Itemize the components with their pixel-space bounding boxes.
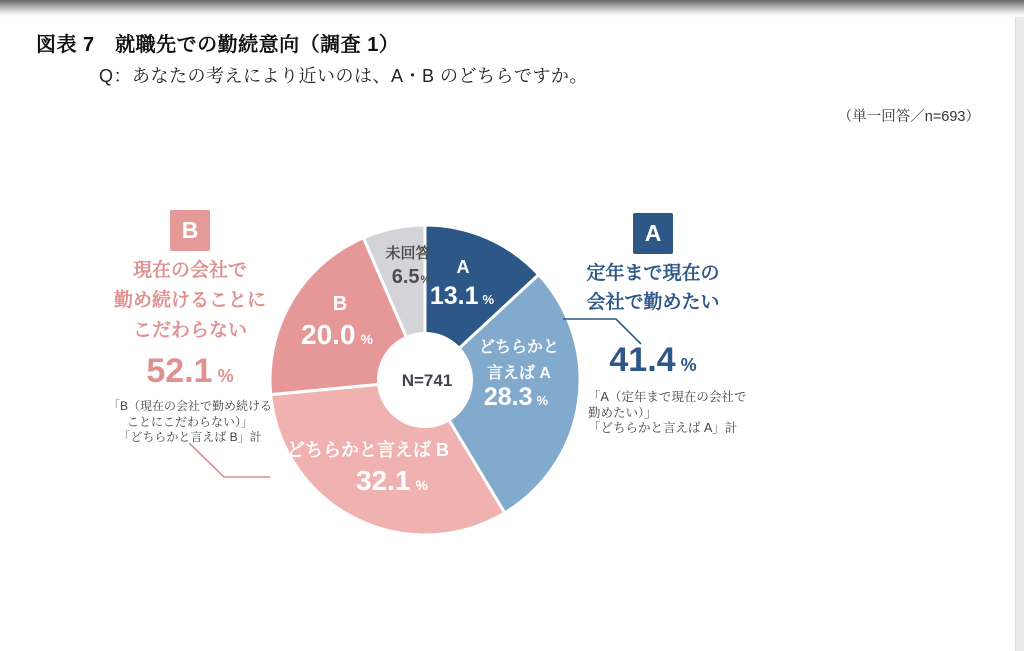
callout-a-footnote [583,390,747,437]
callout-b-badge: B [170,210,210,251]
sample-size-note: （単一回答／n=693） [837,109,980,125]
survey-question: Q：あなたの考えにより近いのは、A・B のどちらですか。 [99,66,588,86]
callout-a-footnote-line: 勤めたい）」 [588,405,657,420]
pie-slice-label-1: どちらかと [478,339,560,356]
callout-a [583,213,747,437]
callout-b-heading-line: 勤め続けることに [113,290,266,311]
callout-b-footnote-line: ことにこだわらない）」 [126,414,253,429]
callout-b-footnote [98,399,282,446]
callout-b-value [98,352,282,391]
pie-slice-label-1: 言えば A [486,365,552,382]
pie-slice-value-4: 6.5% [391,266,431,288]
pie-slice-unit-4: % [420,274,431,286]
callout-a-heading-line: 定年まで現在の [586,263,720,284]
pie-slice-unit-1: % [536,393,549,408]
callout-a-heading [583,259,723,317]
callout-b-footnote-line: 「B（現在の会社で勤め続ける [107,399,272,413]
leader-line-b [189,443,270,477]
callout-a-heading-line: 会社で勤めたい [586,292,720,313]
callout-b [98,210,282,446]
callout-a-footnote-line: 「A（定年まで現在の会社で [588,390,747,404]
pie-slice-label-0: A [456,257,470,277]
figure-title: 図表 7 就職先での勤続意向（調査 1） [36,34,400,56]
pie-slice-unit-0: % [482,292,495,307]
pie-slice-label-4: 未回答 [385,245,431,262]
callout-a-value [583,341,723,380]
callout-b-heading [98,256,282,346]
pie-slice-value-3: 20.0 % [301,319,373,350]
pie-slice-unit-2: % [415,477,428,493]
callout-a-value-unit: % [680,355,697,375]
callout-b-footnote-line: 「どちらかと言えば B」計 [118,430,262,444]
pie-slice-value-0: 13.1 % [429,282,495,310]
pie-slice-label-3: B [332,293,348,315]
pie-slice-label-2: どちらかと言えば B [287,440,449,460]
callout-a-footnote-line: 「どちらかと言えば A」計 [588,421,738,435]
pie-slice-value-1: 28.3 % [483,383,549,411]
callout-a-badge: A [633,213,673,254]
callout-a-value-number: 41.4 [609,341,676,379]
callout-b-value-unit: % [217,366,234,386]
callout-b-heading-line: 現在の会社で [132,260,247,281]
pie-slice-value-2: 32.1 % [356,465,428,496]
callout-b-value-number: 52.1 [146,352,213,390]
callout-b-heading-line: こだわらない [132,320,247,341]
pie-slice-unit-3: % [360,331,373,347]
donut-center-label: N=741 [401,371,453,390]
